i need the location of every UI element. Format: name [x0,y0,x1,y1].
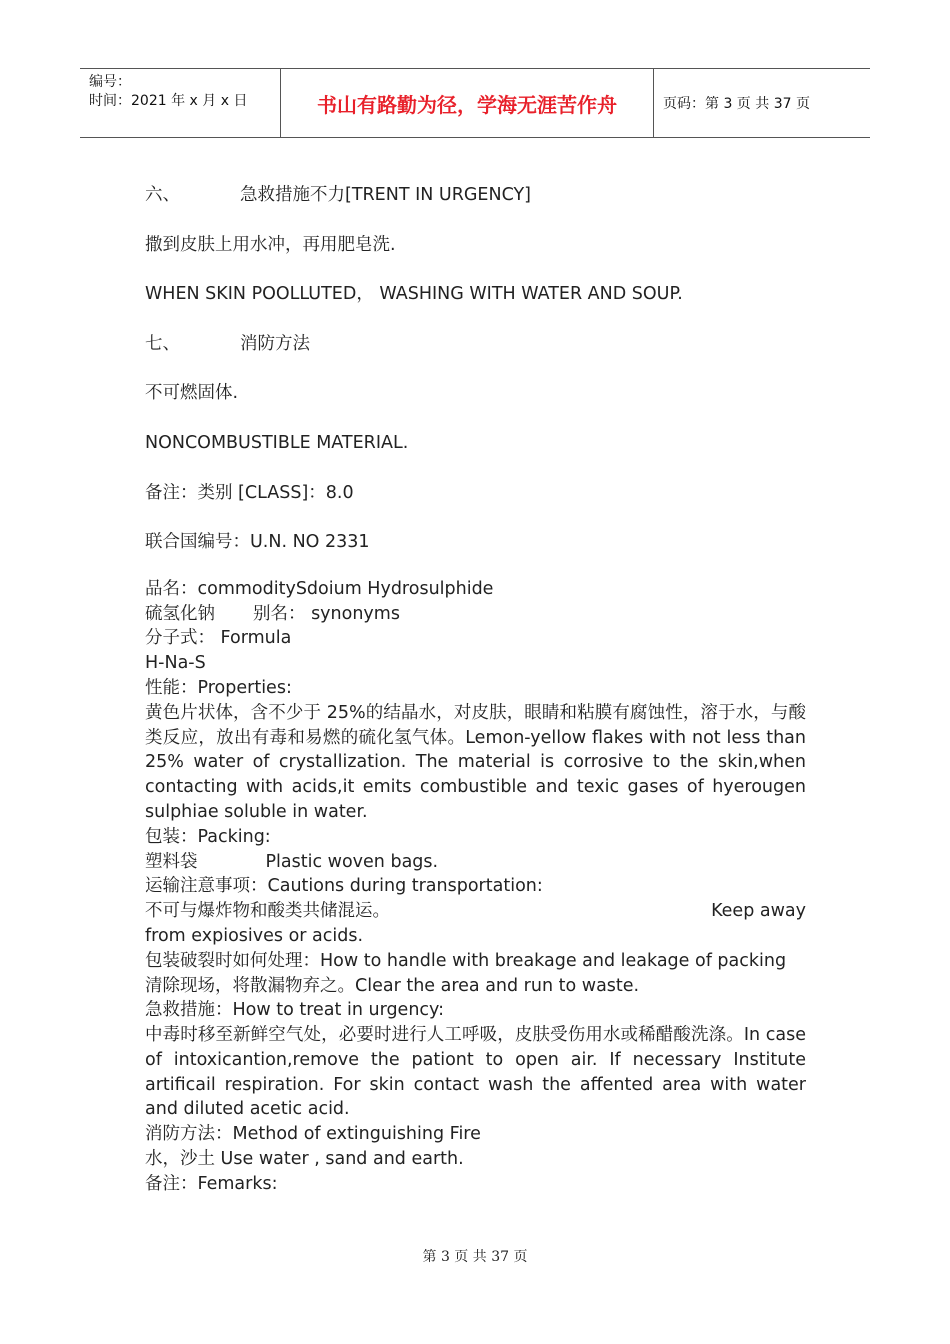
section-6-number: 六、 [145,185,180,205]
section-6-chinese: 撒到皮肤上用水冲，再用肥皂洗. [145,234,396,255]
document-body [145,180,806,1197]
transport-line [145,899,806,924]
section-6-heading [145,180,806,210]
page-footer: 第 3 页 共 37 页 [422,1249,528,1265]
product-details [145,577,806,1197]
properties-text: 黄色片状体，含不少于 25%的结晶水，对皮肤，眼睛和粘膜有腐蚀性，溶于水，与酸类反应，放出有毒和易燃的硫化氢气体。Lemon-yellow flakes with not less than 25% water of crystallization. The material is corrosive to the skin,when contacting with acids,it emits combustible and texic gases of hyerougen sulphiae soluble in water. [145,702,806,822]
document-date: 时间：2021 年 x 月 x 日 [89,93,248,109]
chinese-name-line [145,602,806,627]
packing-line [145,850,806,875]
section-7-english: NONCOMBUSTIBLE MATERIAL. [145,432,409,453]
chinese-name: 硫氢化钠 [145,603,215,624]
urgency-label: 急救措施：How to treat in urgency: [145,1000,445,1021]
section-6-title: 急救措施不力[TRENT IN URGENCY] [240,185,531,205]
document-number-label: 编号： [89,74,131,90]
commodity-name: 品名：commoditySdoium Hydrosulphide [145,578,494,599]
transport-english-b: from expiosives or acids. [145,925,364,946]
un-number: 联合国编号：U.N. NO 2331 [145,532,370,553]
section-6-english: WHEN SKIN POOLLUTED， WASHING WITH WATER AND SOUP. [145,284,683,305]
section-7-title: 消防方法 [240,333,310,354]
header-meta [80,69,281,137]
page-header [80,68,870,138]
transport-english-a: Keep away [711,901,806,922]
packing-english: Plastic woven bags. [265,851,439,872]
header-motto: 书山有路勤为径，学海无涯苦作舟 [281,69,654,137]
fire-label: 消防方法：Method of extinguishing Fire [145,1124,481,1145]
section-7-chinese: 不可燃固体. [145,383,239,404]
breakage-text: 清除现场，将散漏物弃之。Clear the area and run to waste. [145,975,640,996]
section-7-heading [145,329,806,359]
packing-label: 包装：Packing: [145,826,271,847]
fire-text: 水，沙土 Use water , sand and earth. [145,1149,464,1170]
urgency-text: 中毒时移至新鲜空气处，必要时进行人工呼吸，皮肤受伤用水或稀醋酸洗涤。In case of intoxicantion,remove the pationt to open air. If necessary Institute artificail respiration. For skin contact wash the affented area with water and diluted acetic acid. [145,1025,806,1120]
formula-label: 分子式： Formula [145,628,292,649]
remarks-label: 备注：Femarks: [145,1173,278,1194]
class-note: 备注：类别 [CLASS]：8.0 [145,482,354,503]
transport-label: 运输注意事项：Cautions during transportation: [145,876,543,897]
packing-chinese: 塑料袋 [145,851,198,872]
alias: 别名： synonyms [253,603,400,624]
properties-label: 性能：Properties: [145,677,292,698]
header-page-info: 页码：第 3 页 共 37 页 [663,96,810,112]
formula: H-Na-S [145,653,206,674]
breakage-label: 包装破裂时如何处理：How to handle with breakage and leakage of packing [145,950,787,971]
section-7-number: 七、 [145,333,180,354]
transport-chinese: 不可与爆炸物和酸类共储混运。 [145,901,390,922]
